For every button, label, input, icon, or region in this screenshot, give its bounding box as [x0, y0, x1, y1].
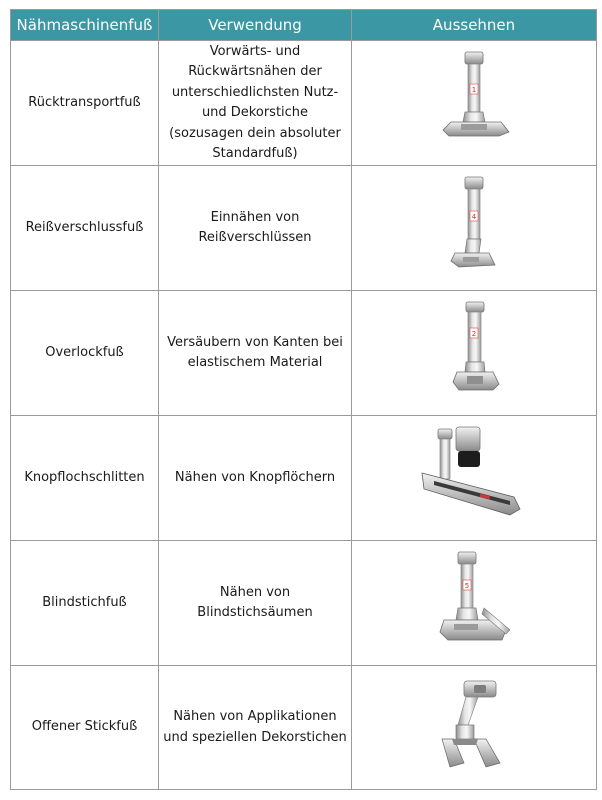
table-row — [11, 166, 597, 291]
presser-foot-open-embroidery-image — [424, 673, 524, 783]
foot-image-cell — [352, 166, 597, 291]
usage-line: Reißverschlüssen — [198, 230, 312, 245]
table-row — [11, 666, 597, 790]
header-appearance: Aussehnen — [352, 10, 597, 41]
usage-line: Nähen von Applikationen — [173, 709, 337, 724]
table-row — [11, 416, 597, 541]
usage-line: elastischem Material — [187, 355, 323, 370]
presser-foot-overlock-image — [429, 298, 519, 408]
presser-foot-zipper-image — [429, 173, 519, 283]
foot-image-cell — [352, 416, 597, 541]
foot-image-cell — [352, 291, 597, 416]
table-row — [11, 541, 597, 666]
foot-name: Offener Stickfuß — [11, 666, 159, 790]
foot-name: Blindstichfuß — [11, 541, 159, 666]
header-presser-foot: Nähmaschinenfuß — [11, 10, 159, 41]
usage-line: und speziellen Dekorstichen — [163, 729, 347, 745]
usage-line: Standardfuß) — [212, 146, 298, 161]
usage-line: Rückwärtsnähen der — [188, 64, 322, 79]
foot-image-cell — [352, 541, 597, 666]
table-row — [11, 41, 597, 166]
presser-foot-blindstitch-image — [424, 548, 524, 658]
buttonhole-slide-foot-image — [414, 423, 534, 533]
foot-usage — [159, 666, 352, 790]
header-usage: Verwendung — [159, 10, 352, 41]
foot-number: 1 — [471, 86, 477, 94]
foot-number: 5 — [464, 582, 470, 590]
usage-line: Blindstichsäumen — [197, 605, 313, 620]
usage-line: (sozusagen dein absoluter — [169, 125, 341, 141]
foot-number: 4 — [471, 213, 477, 221]
usage-line: Einnähen von — [210, 209, 300, 225]
presser-foot-table — [10, 9, 597, 790]
usage-line: Vorwärts- und — [209, 43, 301, 59]
foot-number: 2 — [471, 330, 477, 338]
usage-line: und Dekorstiche — [201, 105, 309, 120]
foot-name: Rücktransportfuß — [11, 41, 159, 166]
table-header-row — [11, 10, 597, 41]
foot-name: Overlockfuß — [11, 291, 159, 416]
usage-line: unterschiedlichsten Nutz- — [171, 84, 339, 100]
foot-name: Reißverschlussfuß — [11, 166, 159, 291]
foot-usage — [159, 541, 352, 666]
foot-name: Knopflochschlitten — [11, 416, 159, 541]
usage-line: Versäubern von Kanten bei — [167, 334, 343, 350]
presser-foot-standard-image — [429, 48, 519, 158]
foot-image-cell — [352, 41, 597, 166]
table-row — [11, 291, 597, 416]
foot-usage — [159, 416, 352, 541]
foot-usage — [159, 166, 352, 291]
usage-line: Nähen von — [219, 584, 291, 600]
foot-usage — [159, 41, 352, 166]
usage-line: Nähen von Knopflöchern — [174, 469, 336, 485]
foot-usage — [159, 291, 352, 416]
foot-image-cell — [352, 666, 597, 790]
